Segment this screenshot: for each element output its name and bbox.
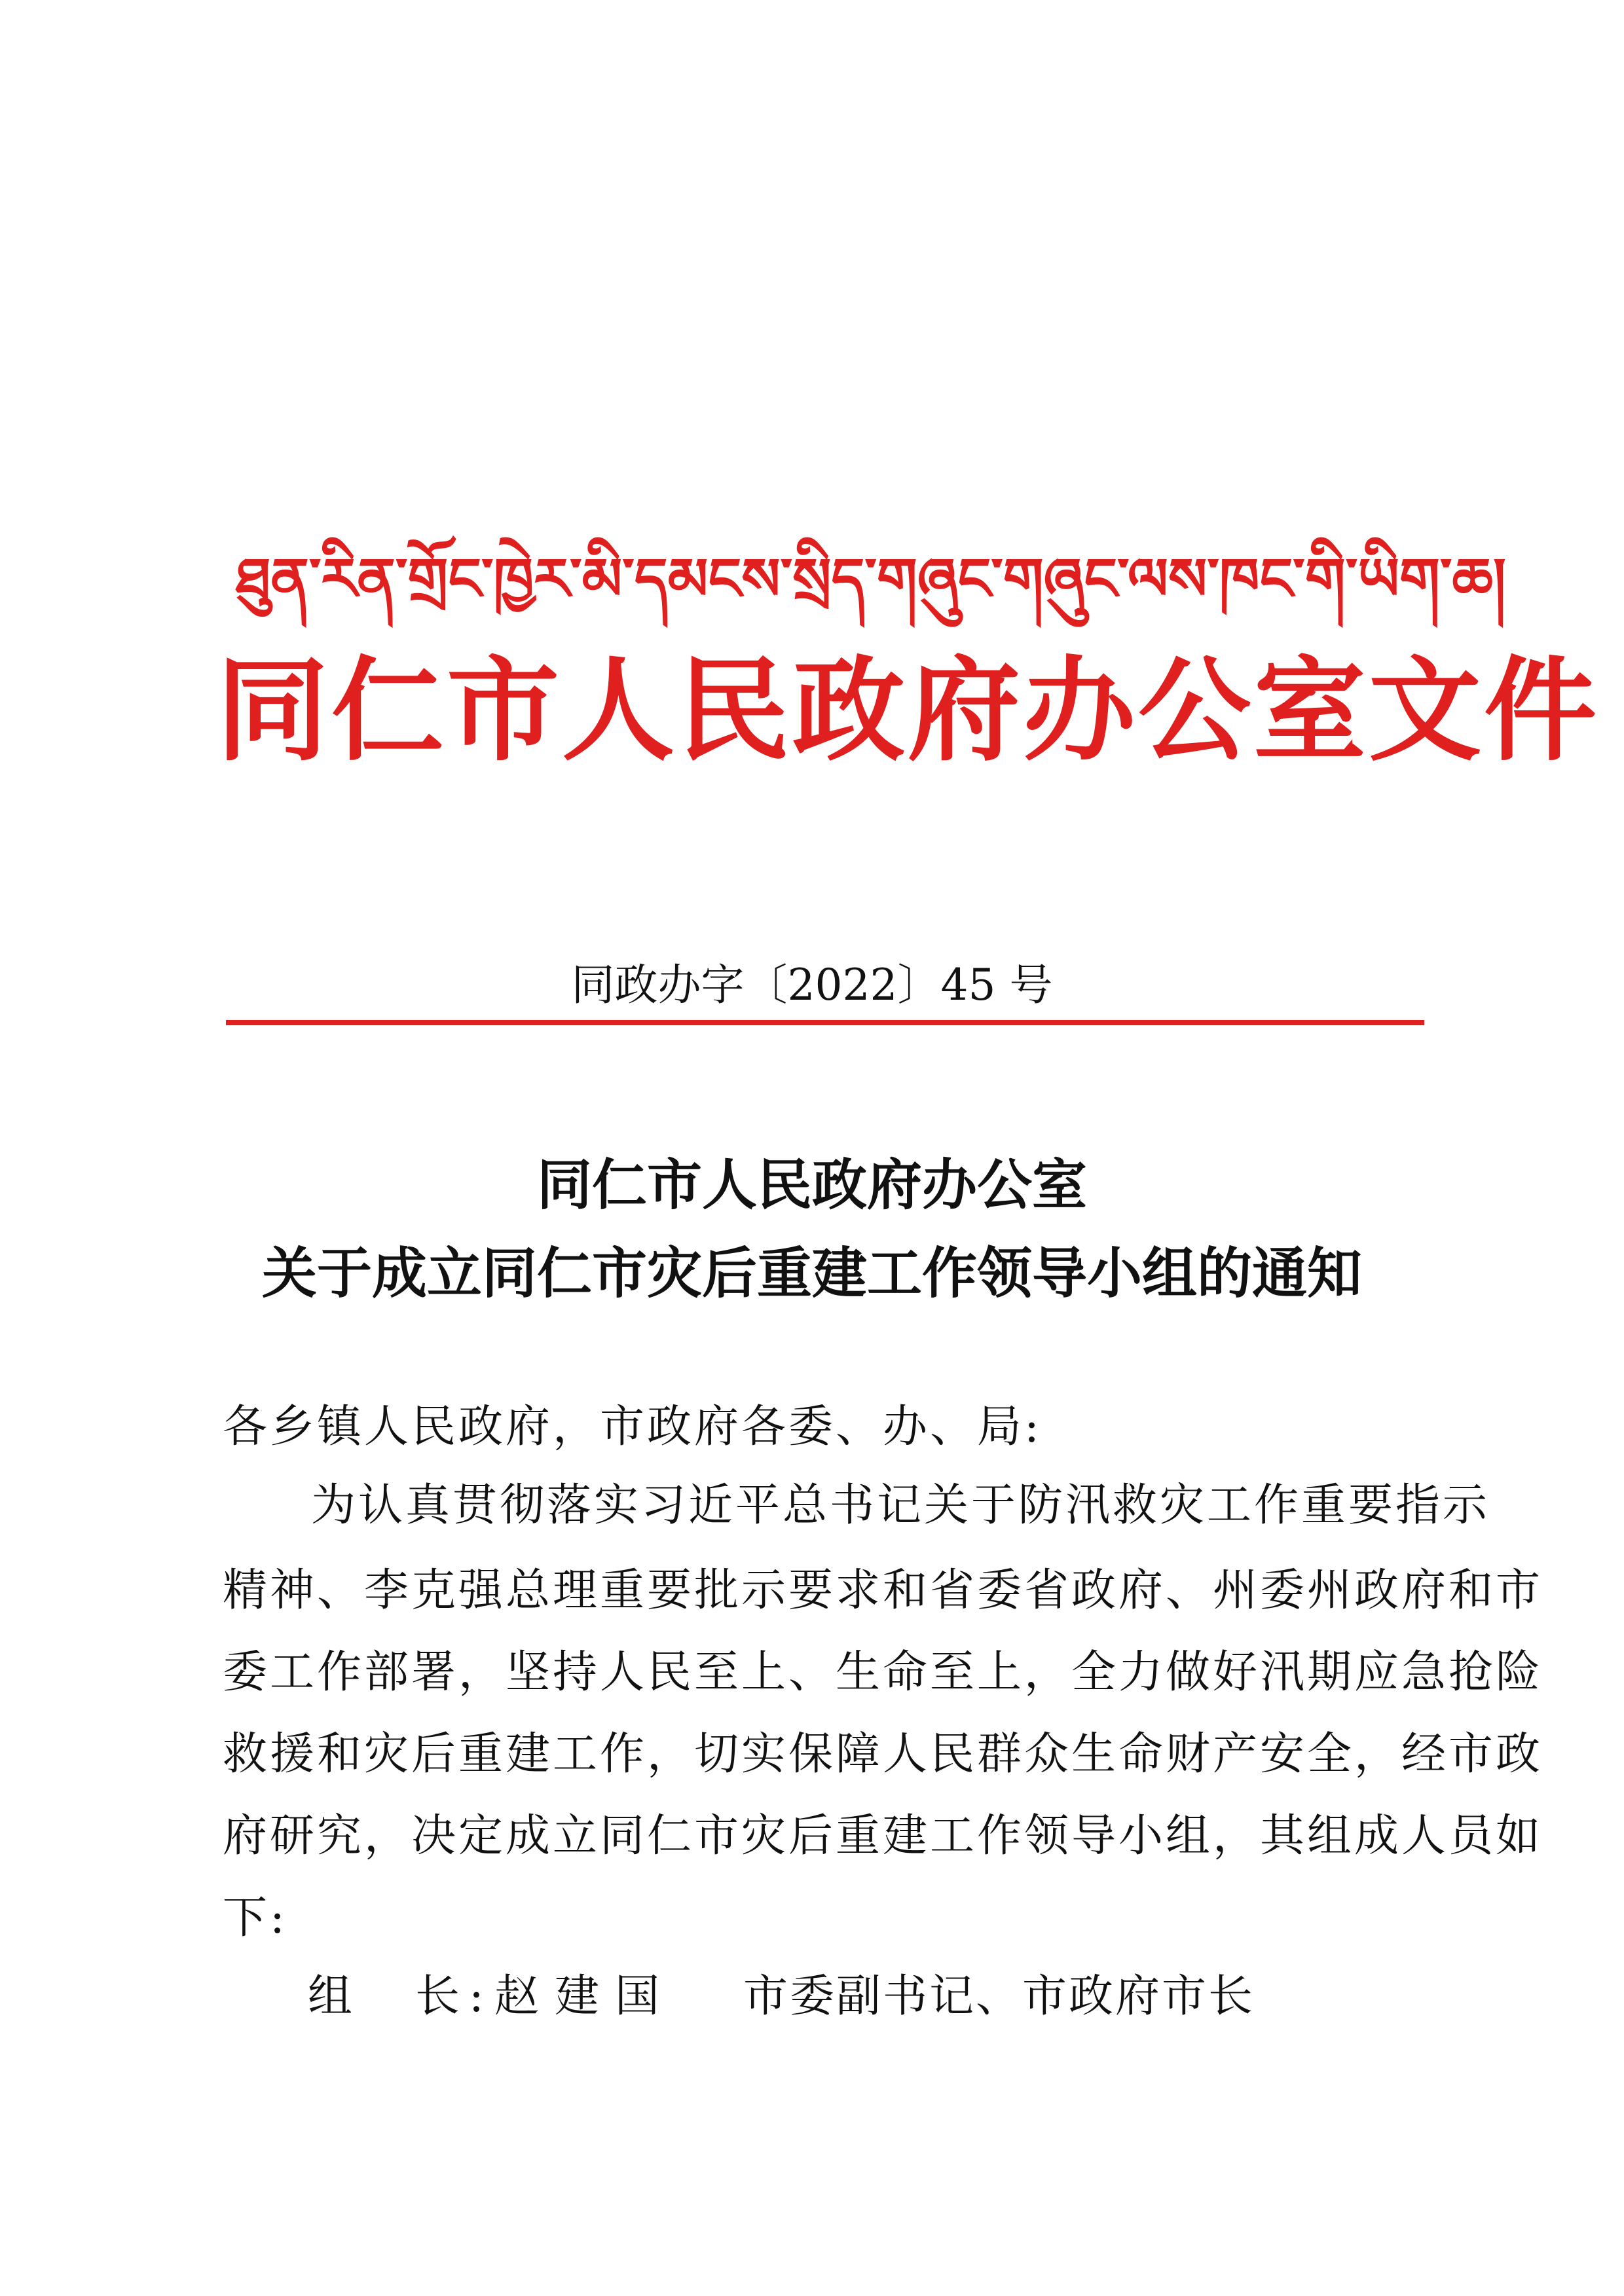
tibetan-issuer-header: ཐུན་རིན་གྲོང་ཁྱེར་མི་དམངས་སྲིད་གཞུང་གཞུང་ལས་ཁང་གི་ཡིག་ཆ།	[236, 545, 1506, 613]
member-role-label: 组 长:	[308, 1971, 493, 2022]
member-name: 赵建国	[494, 1971, 676, 2022]
paragraph-line: 府研究，决定成立同仁市灾后重建工作领导小组，其组成人员如	[223, 1810, 1543, 1862]
paragraph-line: 救援和灾后重建工作，切实保障人民群众生命财产安全，经市政	[223, 1728, 1543, 1780]
salutation: 各乡镇人民政府，市政府各委、办、局:	[223, 1401, 1042, 1453]
red-separator-line	[226, 1020, 1424, 1025]
issuer-red-title: 同仁市人民政府办公室文件	[216, 644, 1599, 776]
notice-title-line-1: 同仁市人民政府办公室	[536, 1152, 1087, 1217]
paragraph-line: 下:	[223, 1892, 287, 1944]
paragraph-line: 精神、李克强总理重要批示要求和省委省政府、州委州政府和市	[223, 1565, 1543, 1616]
member-position: 市委副书记、市政府市长	[743, 1971, 1255, 2022]
paragraph-line: 为认真贯彻落实习近平总书记关于防汛救灾工作重要指示	[311, 1480, 1490, 1531]
notice-title-line-2: 关于成立同仁市灾后重建工作领导小组的通知	[261, 1241, 1362, 1305]
paragraph-line: 委工作部署，坚持人民至上、生命至上，全力做好汛期应急抢险	[223, 1647, 1543, 1698]
document-number: 同政办字〔2022〕45 号	[571, 960, 1053, 1010]
